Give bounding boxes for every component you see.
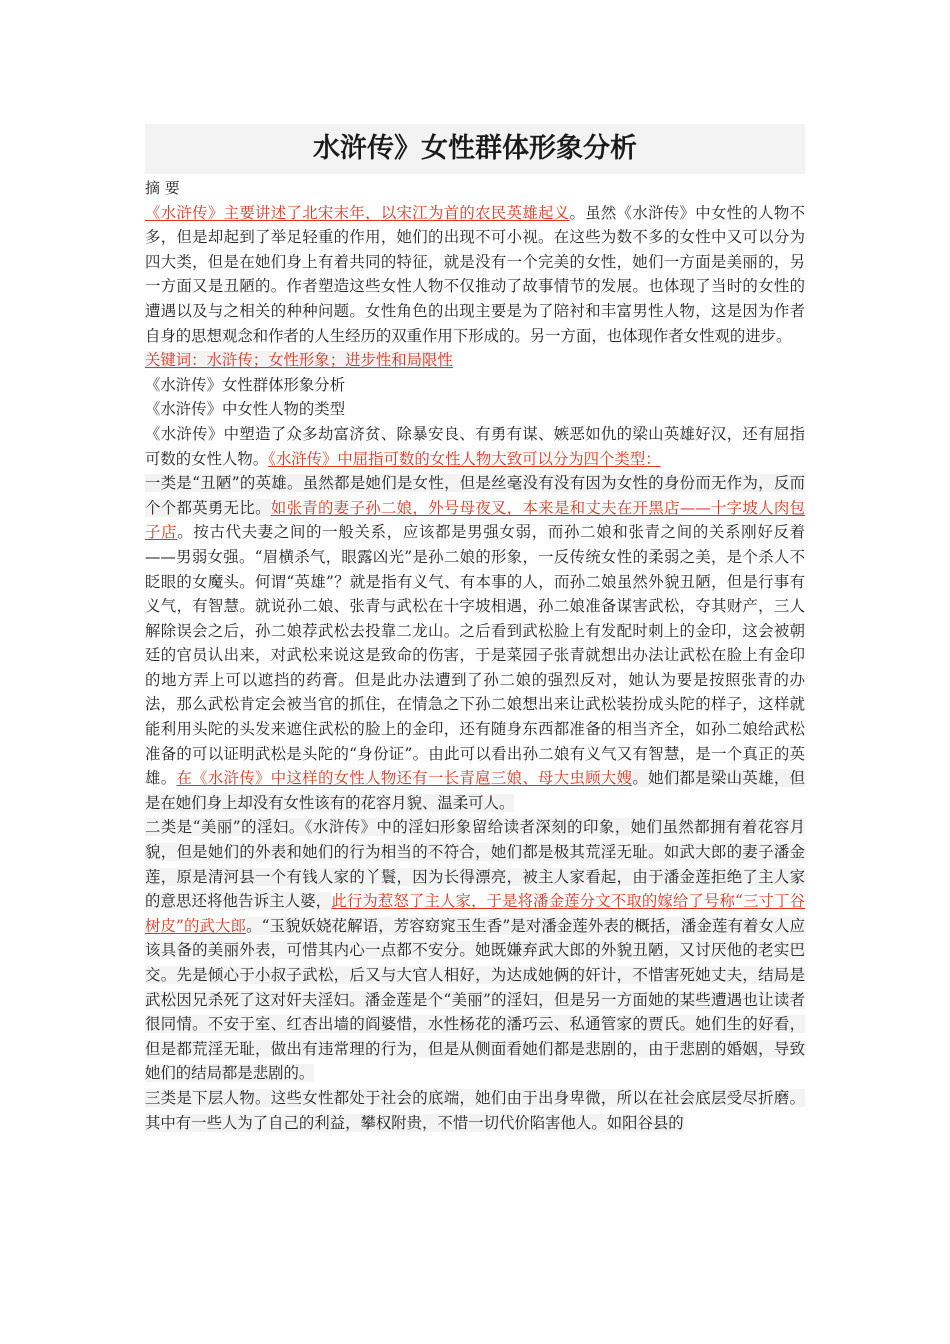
keywords-text: 关键词：水浒传；女性形象；进步性和局限性 [145,351,453,370]
keywords-line [145,348,805,373]
type1-text-b: 。按古代夫妻之间的一般关系，应该都是男强女弱，而孙二娘和张青之间的关系刚好反着——男弱女强。“眉横杀气，眼露凶光”是孙二娘的形象，一反传统女性的柔弱之美，是个杀人不眨眼的女魔头。何谓“英雄”？就是指有义气、有本事的人，而孙二娘虽然外貌丑陋，但是行事有义气，有智慧。就说孙二娘、张青与武松在十字坡相遇，孙二娘准备谋害武松，夺其财产，三人解除误会之后，孙二娘荐武松去投靠二龙山。之后看到武松脸上有发配时刺上的金印，这会被朝廷的官员认出来，对武松来说这是致命的伤害，于是菜园子张青就想出办法让武松在脸上有金印的地方弄上可以遮挡的药膏。但是此办法遭到了孙二娘的强烈反对，她认为要是按照张青的办法，那么武松肯定会被当官的抓住，在情急之下孙二娘想出来让武松装扮成头陀的样子，这样就能利用头陀的头发来遮住武松的脸上的金印，还有随身东西都准备的相当齐全，如孙二娘给武松准备的可以证明武松是头陀的“身份证”。由此可以看出孙二娘有义气又有智慧，是一个真正的英雄。 [145,523,805,788]
intro-paragraph [145,422,805,471]
section-heading-2: 《水浒传》中女性人物的类型 [145,400,346,419]
type3-text-a: 三类是下层人物。这些女性都处于社会的底端，她们由于出身卑微，所以在社会底层受尽折磨。其中有一些人为了自己的利益，攀权附贵，不惜一切代价陷害他人。如阳谷县的 [145,1088,805,1132]
type3-paragraph [145,1086,805,1135]
type1-paragraph [145,471,805,815]
type2-paragraph [145,815,805,1086]
type2-text-b: 。“玉貌妖娆花解语，芳容窈窕玉生香”是对潘金莲外表的概括，潘金莲有着女人应该具备的美丽外表，可惜其内心一点都不安分。她既嫌弃武大郎的外貌丑陋，又讨厌他的老实巴交。先是倾心于小叔子武松，后又与大官人相好，为达成她俩的奸计，不惜害死她丈夫，结局是武松因兄杀死了这对奸夫淫妇。潘金莲是个“美丽”的淫妇，但是另一方面她的某些遭遇也让读者很同情。不安于室、红杏出墙的阎婆惜，水性杨花的潘巧云、私通管家的贾氏。她们生的好看，但是都荒淫无耻，做出有违常理的行为，但是从侧面看她们都是悲剧的，由于悲剧的婚姻，导致她们的结局都是悲剧的。 [145,916,805,1083]
type1-highlight-2: 在《水浒传》中这样的女性人物还有一长青扈三娘、母大虫顾大嫂 [176,769,633,788]
abstract-lead-highlight: 《水浒传》主要讲述了北宋末年，以宋江为首的农民英雄起义 [145,203,570,222]
section-heading-1: 《水浒传》女性群体形象分析 [145,375,346,394]
intro-text: 《水浒传》中塑造了众多劫富济贫、除暴安良、有勇有谋、嫉恶如仇的梁山英雄好汉，还有屈指可数的女性人物。 [145,424,805,468]
type2-highlight: 此行为惹怒了主人家，于是将潘金莲分文不取的嫁给了号称“三寸丁谷树皮”的武大郎 [145,892,805,935]
type1-text-a: 一类是“丑陋”的英雄。虽然都是她们是女性，但是丝毫没有没有因为女性的身份而无作为，反而个个都英勇无比。 [145,474,805,517]
document-page [145,124,805,1135]
page-title: 水浒传》女性群体形象分析 [145,124,805,174]
abstract-paragraph [145,201,805,349]
abstract-body: 。虽然《水浒传》中女性的人物不多，但是却起到了举足轻重的作用，她们的出现不可小视。在这些为数不多的女性中又可以分为四大类，但是在她们身上有着共同的特征，就是没有一个完美的女性，她们一方面是美丽的，另一方面又是丑陋的。作者塑造这些女性人物不仅推动了故事情节的发展。也体现了当时的女性的遭遇以及与之相关的种种问题。女性角色的出现主要是为了陪衬和丰富男性人物，这是因为作者自身的思想观念和作者的人生经历的双重作用下形成的。另一方面，也体现作者女性观的进步。 [145,203,805,345]
abstract-label: 摘 要 [145,179,180,197]
type1-highlight-1: 如张青的妻子孙二娘，外号母夜叉，本来是和丈夫在开黑店——十字坡人肉包子店 [145,498,805,542]
type1-text-c: 。她们都是梁山英雄，但是在她们身上却没有女性该有的花容月貌、温柔可人。 [145,769,805,812]
intro-highlight: 《水浒传》中屈指可数的女性人物大致可以分为四个类型： [268,449,661,468]
type2-text-a: 二类是“美丽”的淫妇。《水浒传》中的淫妇形象留给读者深刻的印象，她们虽然都拥有着花容月貌，但是她们的外表和她们的行为相当的不符合，她们都是极其荒淫无耻。如武大郎的妻子潘金莲，原是清河县一个有钱人家的丫鬟，因为长得漂亮，被主人家看起，由于潘金莲拒绝了主人家的意思还将他告诉主人婆， [145,818,805,911]
